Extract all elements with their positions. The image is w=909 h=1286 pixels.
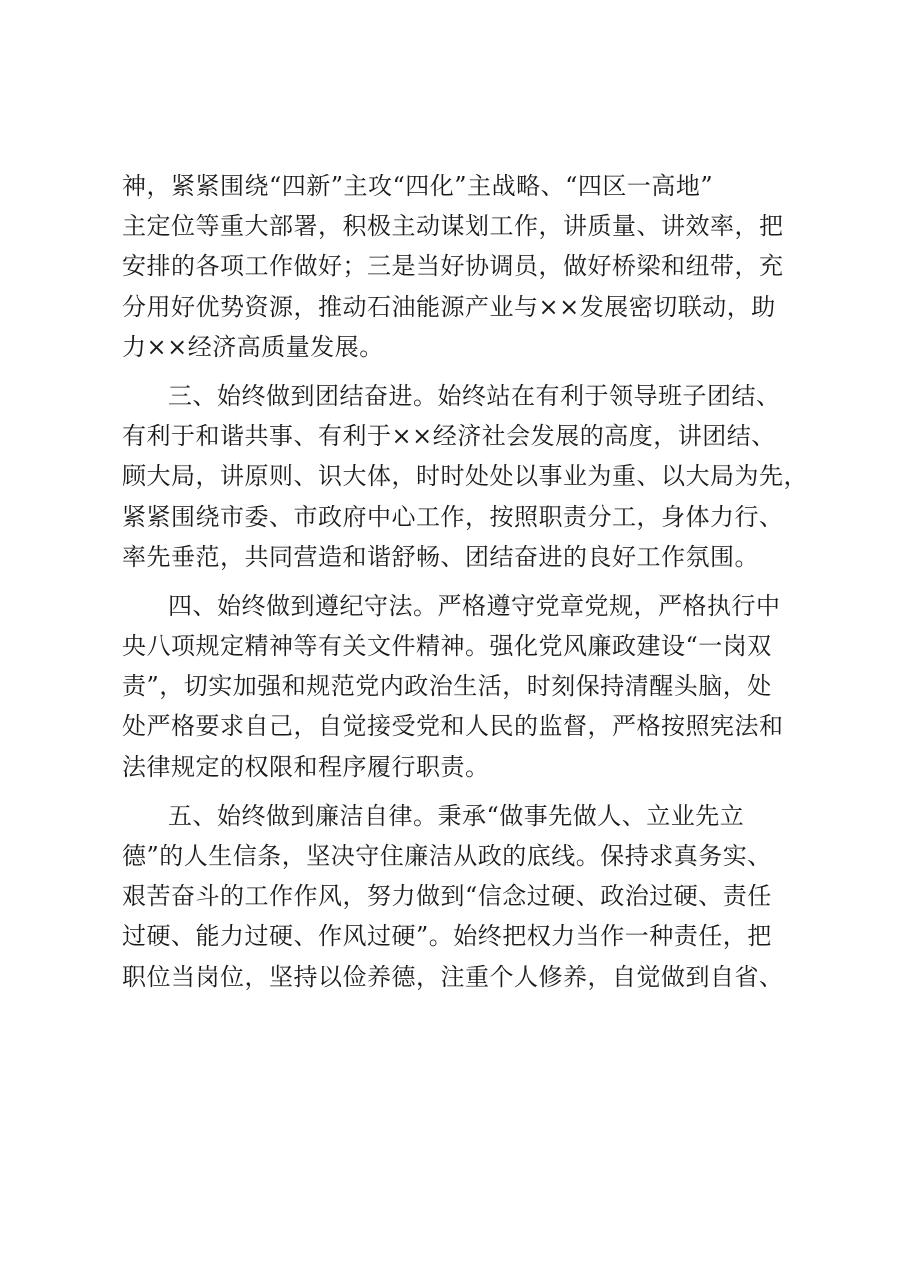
- paragraph-three: [122, 376, 808, 577]
- paragraph-spacing: [122, 367, 802, 376]
- paragraph-five: [122, 796, 802, 997]
- text-line: 率先垂范，共同营造和谐舒畅、团结奋进的良好工作氛围。: [122, 542, 759, 571]
- text-line: 分用好优势资源，推动石油能源产业与××发展密切联动，助: [122, 292, 776, 321]
- text-line: 安排的各项工作做好；三是当好协调员，做好桥梁和纽带，充: [122, 252, 784, 281]
- paragraph-four: [122, 586, 802, 787]
- text-line: 责”，切实加强和规范党内政治生活，时刻保持清醒头脑，处: [122, 672, 772, 701]
- text-line-first: 四、始终做到遵纪守法。严格遵守党章党规，严格执行中: [168, 591, 781, 620]
- text-line: 艰苦奋斗的工作作风，努力做到“信念过硬、政治过硬、责任: [122, 882, 772, 911]
- text-line: 德”的人生信条，坚决守住廉洁从政的底线。保持求真务实、: [122, 842, 772, 870]
- text-line-first: 五、始终做到廉洁自律。秉承“做事先做人、立业先立: [168, 801, 745, 830]
- text-line: 顾大局，讲原则、识大体，时时处处以事业为重、以大局为先，: [122, 462, 808, 491]
- text-line: 央八项规定精神等有关文件精神。强化党风廉政建设“一岗双: [122, 632, 772, 661]
- text-line: 有利于和谐共事、有利于××经济社会发展的高度，讲团结、: [122, 422, 776, 451]
- text-line: 职位当岗位，坚持以俭养德，注重个人修养，自觉做到自省、: [122, 962, 784, 991]
- text-line-first: 三、始终做到团结奋进。始终站在有利于领导班子团结、: [168, 381, 781, 410]
- text-line: 主定位等重大部署，积极主动谋划工作，讲质量、讲效率，把: [122, 212, 784, 241]
- text-line: 过硬、能力过硬、作风过硬”。始终把权力当作一种责任，把: [122, 922, 772, 951]
- text-line: 神，紧紧围绕“四新”主攻“四化”主战略、“四区一高地”: [122, 172, 714, 200]
- text-line: 法律规定的权限和程序履行职责。: [122, 752, 490, 781]
- document-body: [122, 166, 808, 997]
- paragraph-continuation: [122, 166, 802, 367]
- text-line: 处严格要求自己，自觉接受党和人民的监督，严格按照宪法和: [122, 712, 784, 741]
- paragraph-spacing: [122, 787, 802, 796]
- paragraph-spacing: [122, 577, 802, 586]
- text-line: 紧紧围绕市委、市政府中心工作，按照职责分工，身体力行、: [122, 502, 784, 531]
- text-line: 力××经济高质量发展。: [122, 332, 384, 361]
